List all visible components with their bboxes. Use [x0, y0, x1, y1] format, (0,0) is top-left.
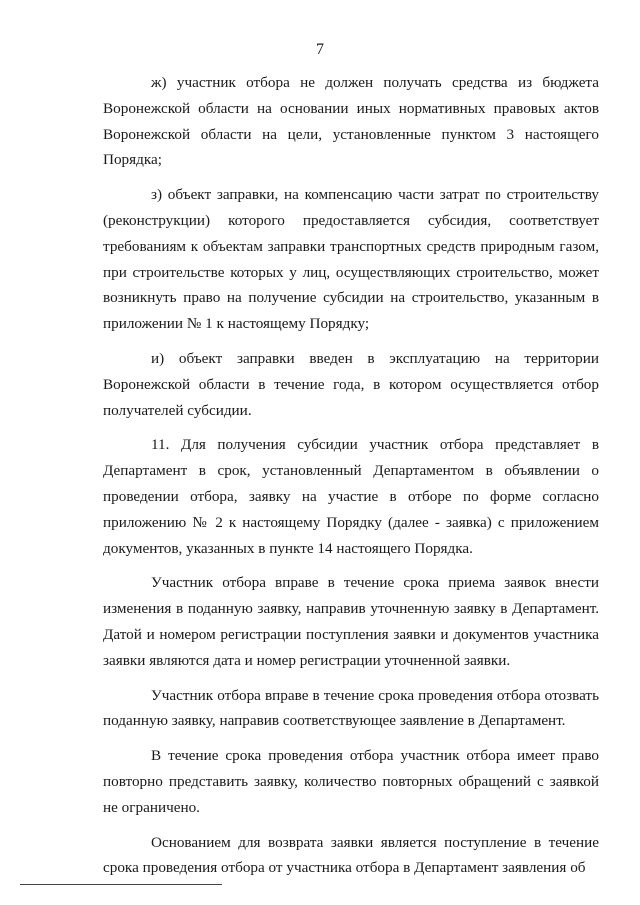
paragraph-resubmit-application: В течение срока проведения отбора участник отбора имеет право повторно представить заявку, количество повторных обращений с заявкой не ограничено. [103, 747, 599, 816]
paragraph-withdraw-application: Участник отбора вправе в течение срока проведения отбора отозвать поданную заявку, направив соответствующее заявление в Департамент. [103, 686, 599, 730]
document-body [103, 70, 599, 881]
page-number: 7 [316, 41, 324, 58]
paragraph-amend-application: Участник отбора вправе в течение срока приема заявок внести изменения в поданную заявку, направив уточненную заявку в Департамент. Датой и номером регистрации поступления заявки и документов участника заявки являются дата и номер регистрации уточненной заявки. [103, 574, 599, 669]
paragraph-zh: ж) участник отбора не должен получать средства из бюджета Воронежской области на основании иных нормативных правовых актов Воронежской области на цели, установленные пунктом 3 настоящего Порядка; [103, 74, 599, 169]
paragraph-z: з) объект заправки, на компенсацию части затрат по строительству (реконструкции) которого предоставляется субсидия, соответствует требованиям к объектам заправки транспортных средств природным газом, при строительстве которых у лиц, осуществляющих строительство, может возникнуть право на получение субсидии на строительство, указанным в приложении № 1 к настоящему Порядку; [103, 186, 599, 333]
footer-divider [20, 884, 222, 885]
paragraph-11: 11. Для получения субсидии участник отбора представляет в Департамент в срок, установленный Департаментом в объявлении о проведении отбора, заявку на участие в отборе по форме согласно приложению № 2 к настоящему Порядку (далее - заявка) с приложением документов, указанных в пункте 14 настоящего Порядка. [103, 436, 599, 557]
paragraph-i: и) объект заправки введен в эксплуатацию на территории Воронежской области в течение года, в котором осуществляется отбор получателей субсидии. [103, 349, 599, 419]
paragraph-return-grounds: Основанием для возврата заявки является поступление в течение срока проведения отбора от участника отбора в Департамент заявления об [103, 833, 599, 877]
